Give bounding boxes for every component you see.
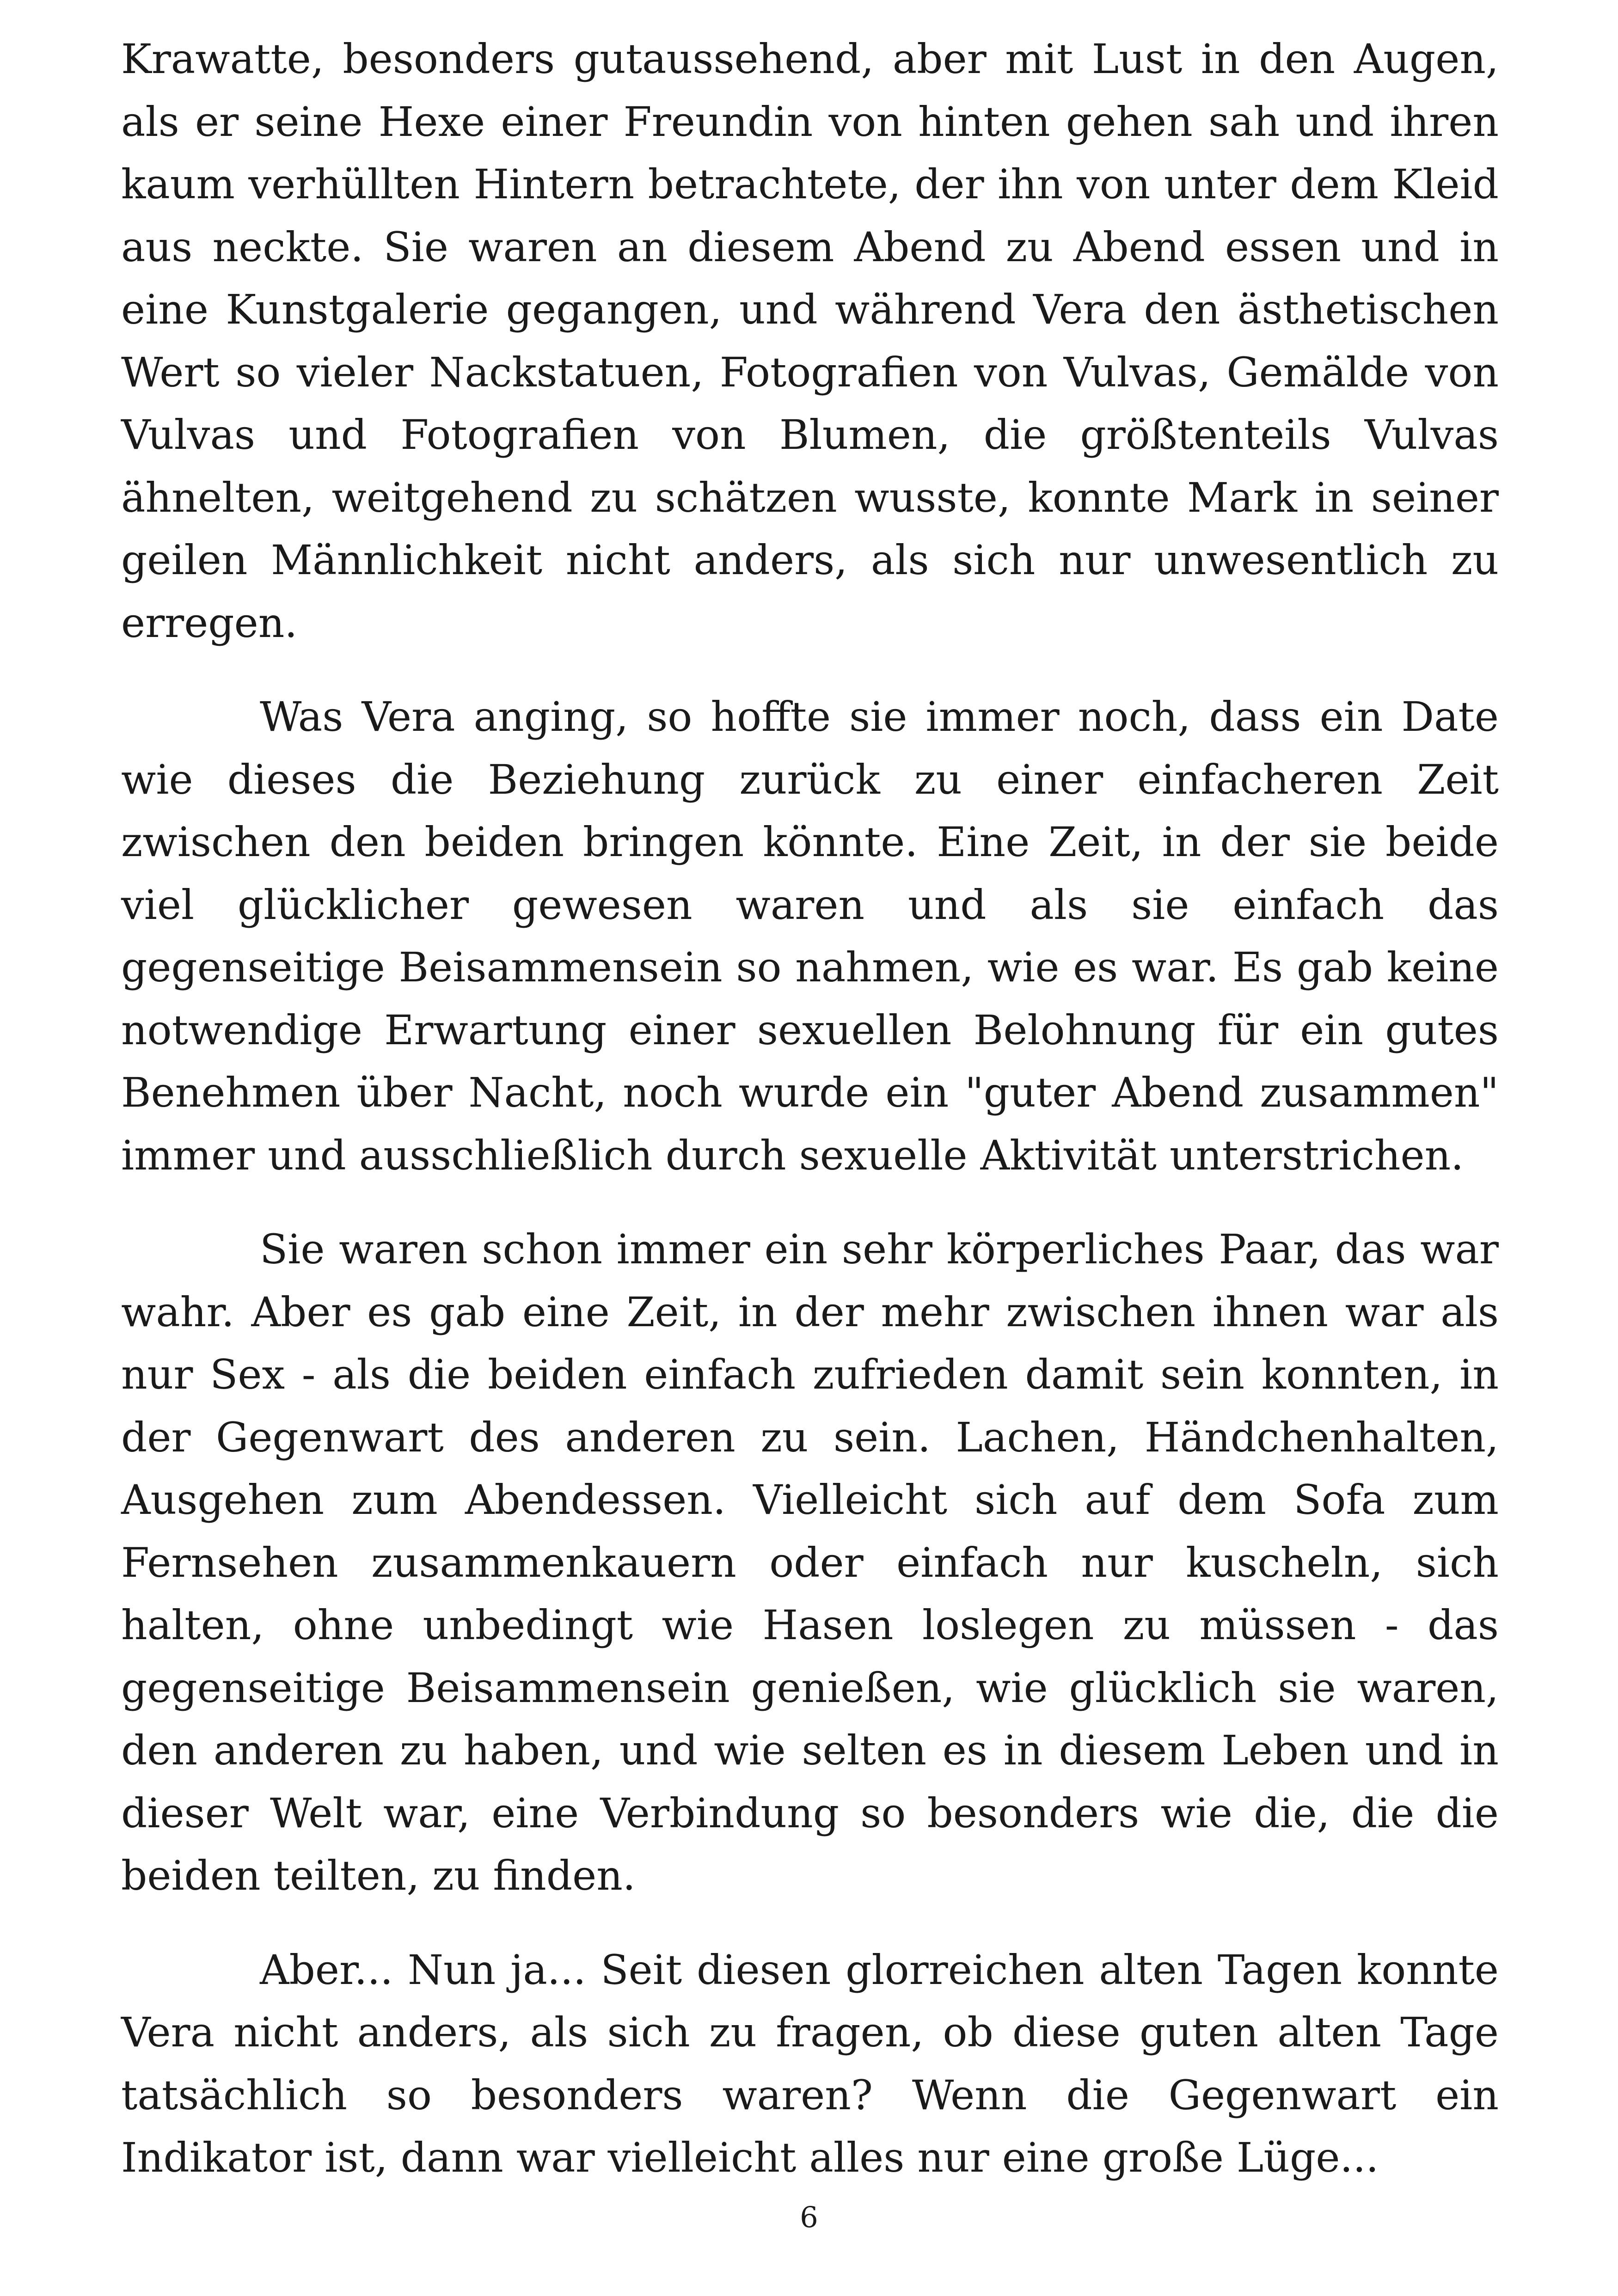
paragraph: Was Vera anging, so hoffte sie immer noch, dass ein Date wie dieses die Beziehung zurück zu einer einfacheren Zeit zwischen den beiden bringen könnte. Eine Zeit, in der sie beide viel glücklicher gewesen waren und als sie einfach das gegenseitige Beisammensein so nahmen, wie es war. Es gab keine notwendige Erwartung einer sexuellen Belohnung für ein gutes Benehmen über Nacht, noch wurde ein "guter Abend zusammen" immer und ausschließlich durch sexuelle Aktivität unterstrichen. <box>121 693 1499 1179</box>
paragraph: Aber... Nun ja... Seit diesen glorreichen alten Tagen konnte Vera nicht anders, als sich zu fragen, ob diese guten alten Tage tatsächlich so besonders waren? Wenn die Gegenwart ein Indikator ist, dann war vielleicht alles nur eine große Lüge... <box>121 1946 1499 2181</box>
body-text <box>121 28 1499 2221</box>
paragraph-continued: Krawatte, besonders gutaussehend, aber mit Lust in den Augen, als er seine Hexe einer Freundin von hinten gehen sah und ihren kaum verhüllten Hintern betrachtete, der ihn von unter dem Kleid aus neckte. Sie waren an diesem Abend zu Abend essen und in eine Kunstgalerie gegangen, und während Vera den ästhetischen Wert so vieler Nackstatuen, Fotografien von Vulvas, Gemälde von Vulvas und Fotografien von Blumen, die größtenteils Vulvas ähnelten, weitgehend zu schätzen wusste, konnte Mark in seiner geilen Männlichkeit nicht anders, als sich nur unwesentlich zu erregen. <box>121 35 1499 647</box>
paragraph: Sie waren schon immer ein sehr körperliches Paar, das war wahr. Aber es gab eine Zeit, in der mehr zwischen ihnen war als nur Sex - als die beiden einfach zufrieden damit sein konnten, in der Gegenwart des anderen zu sein. Lachen, Händchenhalten, Ausgehen zum Abendessen. Vielleicht sich auf dem Sofa zum Fernsehen zusammenkauern oder einfach nur kuscheln, sich halten, ohne unbedingt wie Hasen loslegen zu müssen - das gegenseitige Beisammensein genießen, wie glücklich sie waren, den anderen zu haben, und wie selten es in diesem Leben und in dieser Welt war, eine Verbindung so besonders wie die, die die beiden teilten, zu finden. <box>121 1225 1499 1899</box>
page-number: 6 <box>800 2200 818 2234</box>
